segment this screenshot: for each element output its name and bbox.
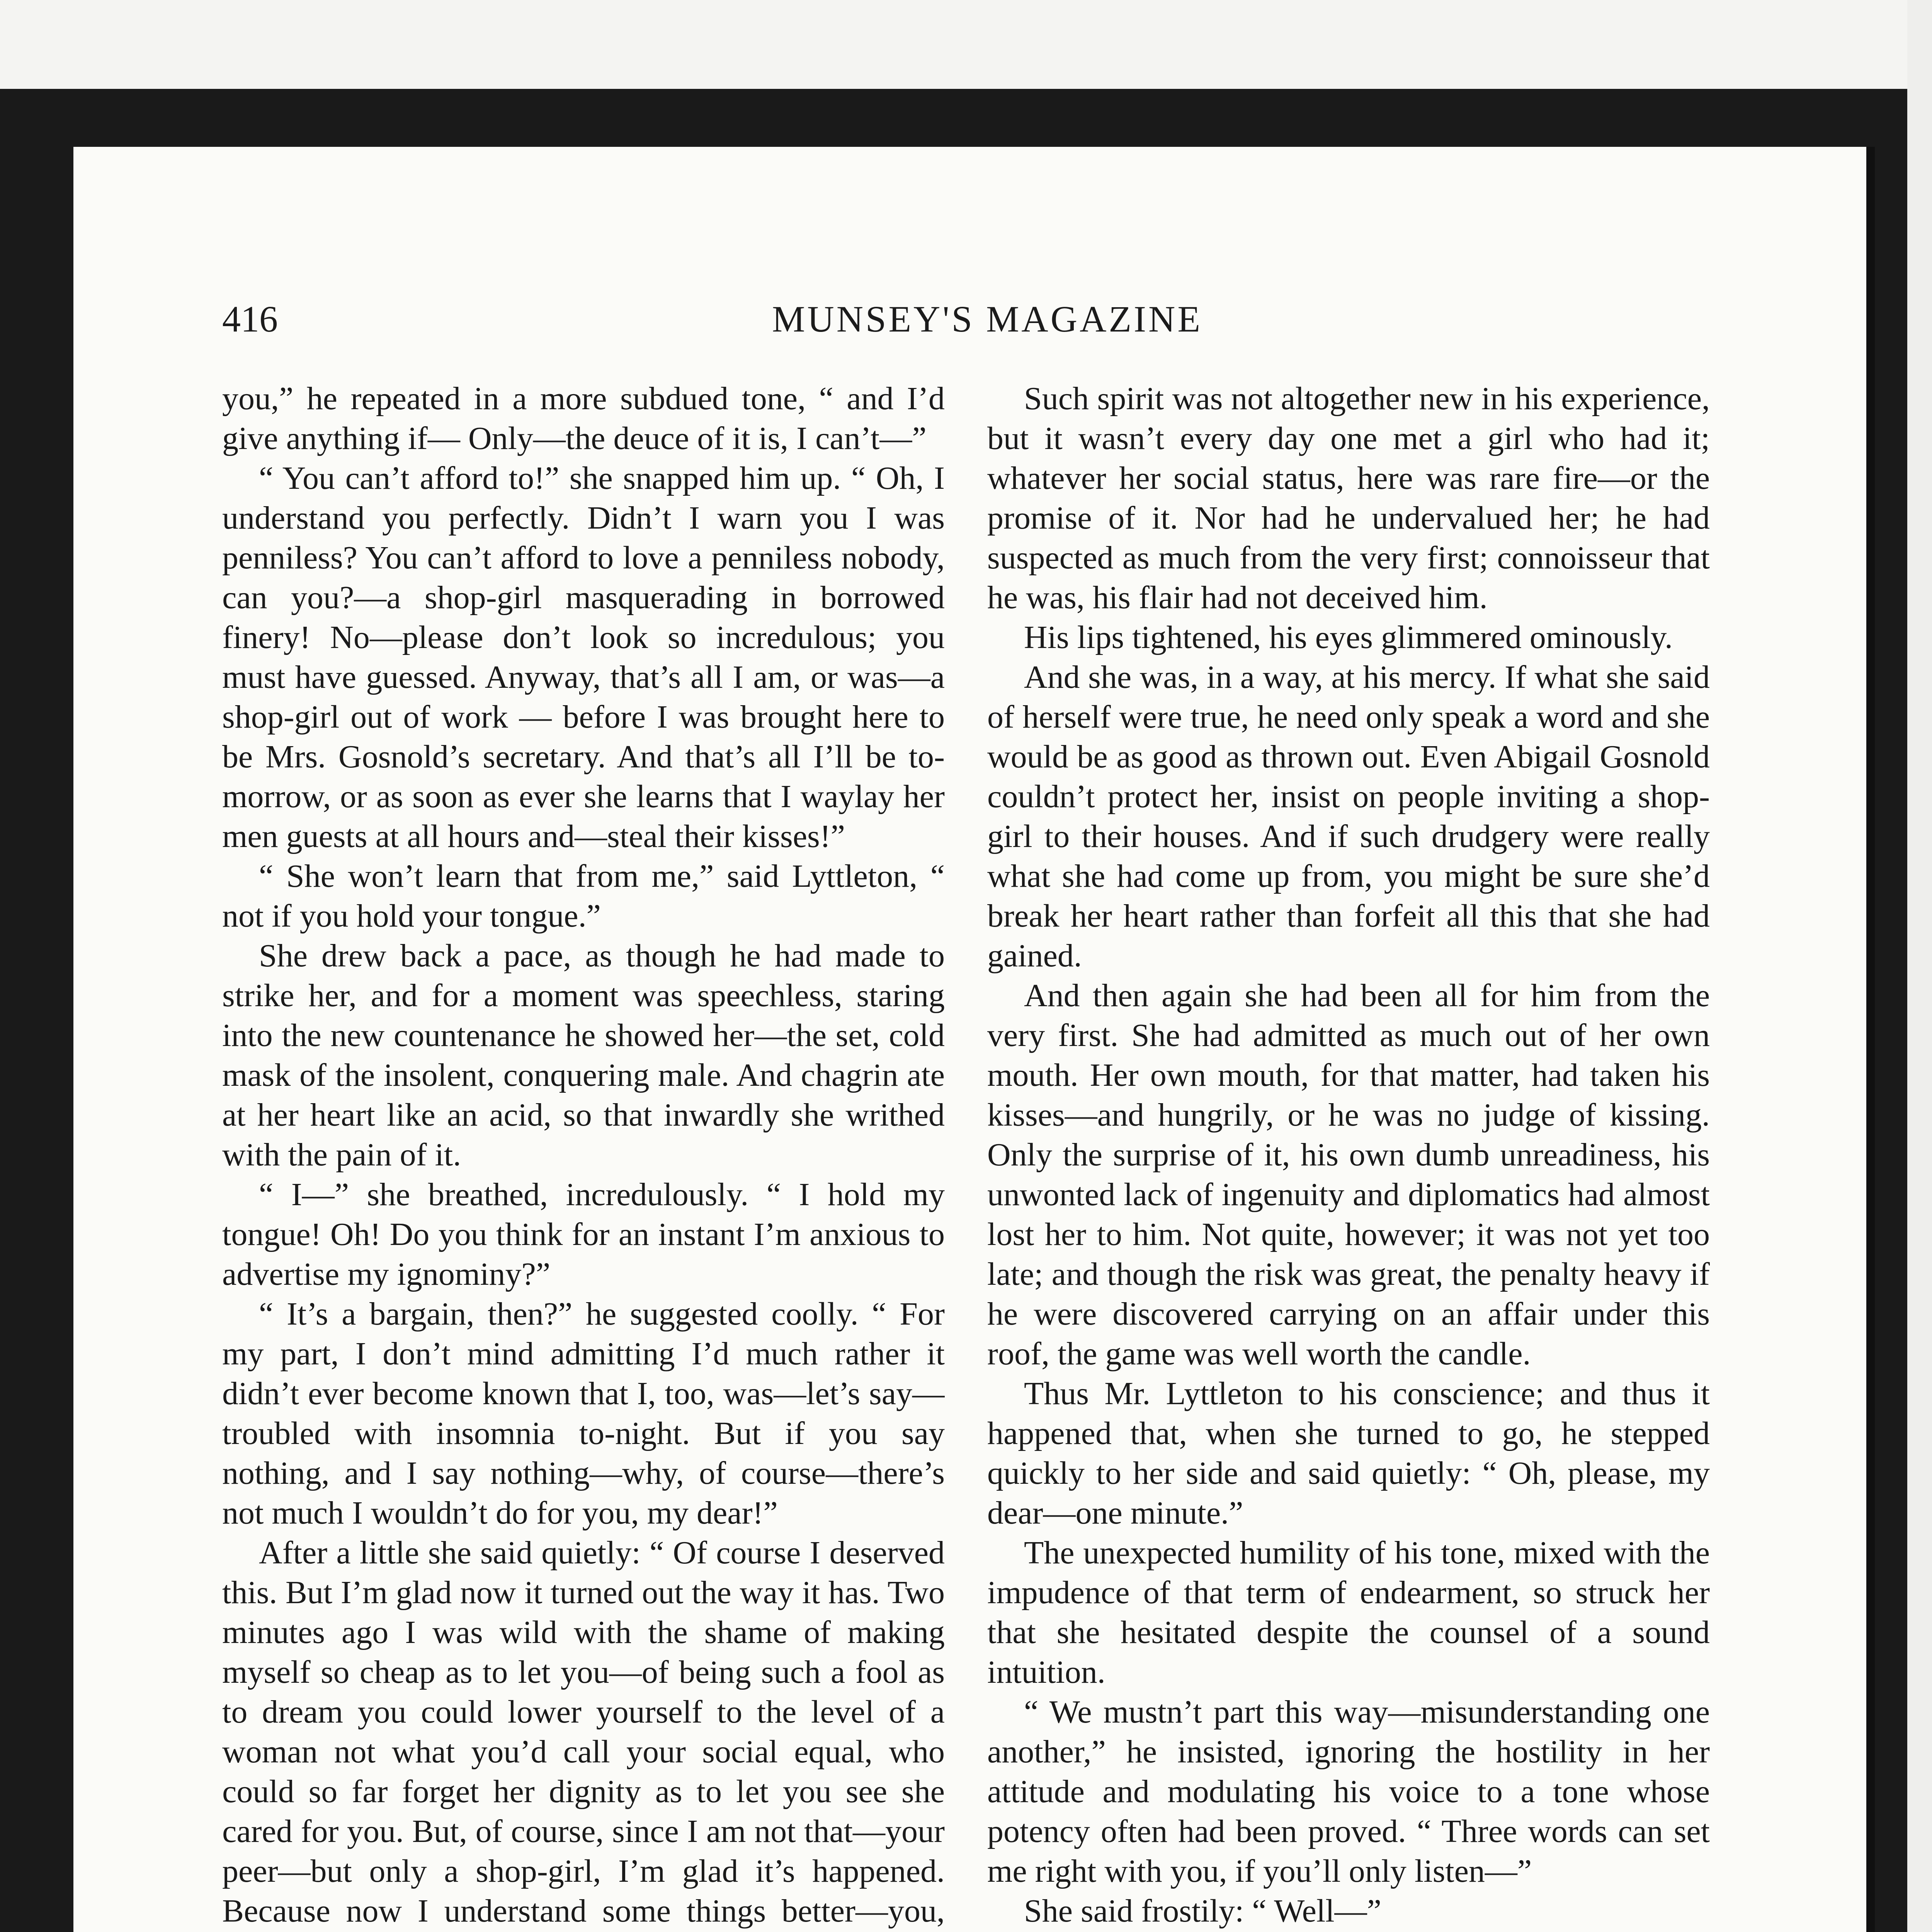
right-column — [987, 379, 1710, 1932]
paragraph: “ She won’t learn that from me,” said Lyttleton, “ not if you hold your tongue.” — [222, 858, 945, 934]
paragraph: After a little she said quietly: “ Of course I deserved this. But I’m glad now it turned out the way it has. Two minutes ago I was wild with the shame of making myself so cheap as to let you—of being such a fool as to dream you could lower yourself to the level of a woman not what you’d call your social equal, who could so far forget her dignity as to let you see she cared for you. But, of course, since I am not that—your peer—but only a shop-girl, I’m glad it’s happened. Because now I understand some things better—you, — [222, 1535, 945, 1929]
running-title: MUNSEY'S MAGAZINE — [772, 298, 1202, 340]
scanner-right-edge — [1907, 0, 1932, 1932]
page-number: 416 — [222, 298, 278, 340]
running-header — [222, 298, 1752, 359]
paragraph: And she was, in a way, at his mercy. If what she said of herself were true, he need only speak a word and she would be as good as thrown out. Even Abigail Gosnold couldn’t protect her, insist on people inviting a shop-girl to their houses. And if such drudgery were really what she had come up from, you might be sure she’d break her heart rather than forfeit all this that she had gained. — [987, 659, 1710, 974]
paragraph: “ It’s a bargain, then?” he suggested coolly. “ For my part, I don’t mind admitting I’d much rather it didn’t ever become known that I, too, was—let’s say—troubled with insomnia to-night. But if you say nothing, and I say nothing—why, of course—there’s not much I wouldn’t do for you, my dear!” — [222, 1296, 945, 1531]
paragraph: “ We mustn’t part this way—misunderstanding one another,” he insisted, ignoring the hostility in her attitude and modulating his voice to a tone whose potency often had been proved. “ Three words can set me right with you, if you’ll only listen—” — [987, 1694, 1710, 1889]
paragraph: “ You can’t afford to!” she snapped him up. “ Oh, I understand you perfectly. Didn’t I warn you I was penniless? You can’t afford to love a penniless nobody, can you?—a shop-girl masquerading in borrowed finery! No—please don’t look so incredulous; you must have guessed. Anyway, that’s all I am, or was—a shop-girl out of work — before I was brought here to be Mrs. Gosnold’s secretary. And that’s all I’ll be to-morrow, or as soon as ever she learns that I waylay her men guests at all hours and—steal their kisses!” — [222, 460, 945, 854]
paragraph: She drew back a pace, as though he had made to strike her, and for a moment was speechless, staring into the new countenance he showed her—the set, cold mask of the insolent, conquering male. And chagrin ate at her heart like an acid, so that inwardly she writhed with the pain of it. — [222, 938, 945, 1173]
paragraph: And then again she had been all for him from the very first. She had admitted as much out of her own mouth. Her own mouth, for that matter, had taken his kisses—and hungrily, or he was no judge of kissing. Only the surprise of it, his own dumb unreadiness, his unwonted lack of ingenuity and diplomatics had almost lost her to him. Not quite, however; it was not yet too late; and though the risk was great, the penalty heavy if he were discovered carrying on an affair under this roof, the game was well worth the candle. — [987, 978, 1710, 1372]
paragraph: She said frostily: “ Well—” — [1024, 1893, 1381, 1929]
paragraph: “ I—” she breathed, incredulously. “ I hold my tongue! Oh! Do you think for an instant I’m anxious to advertise my ignominy?” — [222, 1177, 945, 1292]
left-column — [222, 379, 945, 1932]
paragraph: His lips tightened, his eyes glimmered ominously. — [1024, 619, 1673, 655]
paragraph: you,” he repeated in a more subdued tone, “ and I’d give anything if— Only—the deuce of it is, I can’t—” — [222, 381, 945, 456]
scanner-top-margin — [0, 0, 1932, 89]
paragraph: Such spirit was not altogether new in his experience, but it wasn’t every day one met a girl who had it; whatever her social status, here was rare fire—or the promise of it. Nor had he undervalued her; he had suspected as much from the very first; connoisseur that he was, his flair had not deceived him. — [987, 381, 1710, 616]
paragraph: The unexpected humility of his tone, mixed with the impudence of that term of endearment, so struck her that she hesitated despite the counsel of a sound intuition. — [987, 1535, 1710, 1690]
magazine-page — [73, 147, 1875, 1932]
paragraph: Thus Mr. Lyttleton to his conscience; and thus it happened that, when she turned to go, he stepped quickly to her side and said quietly: “ Oh, please, my dear—one minute.” — [987, 1376, 1710, 1531]
